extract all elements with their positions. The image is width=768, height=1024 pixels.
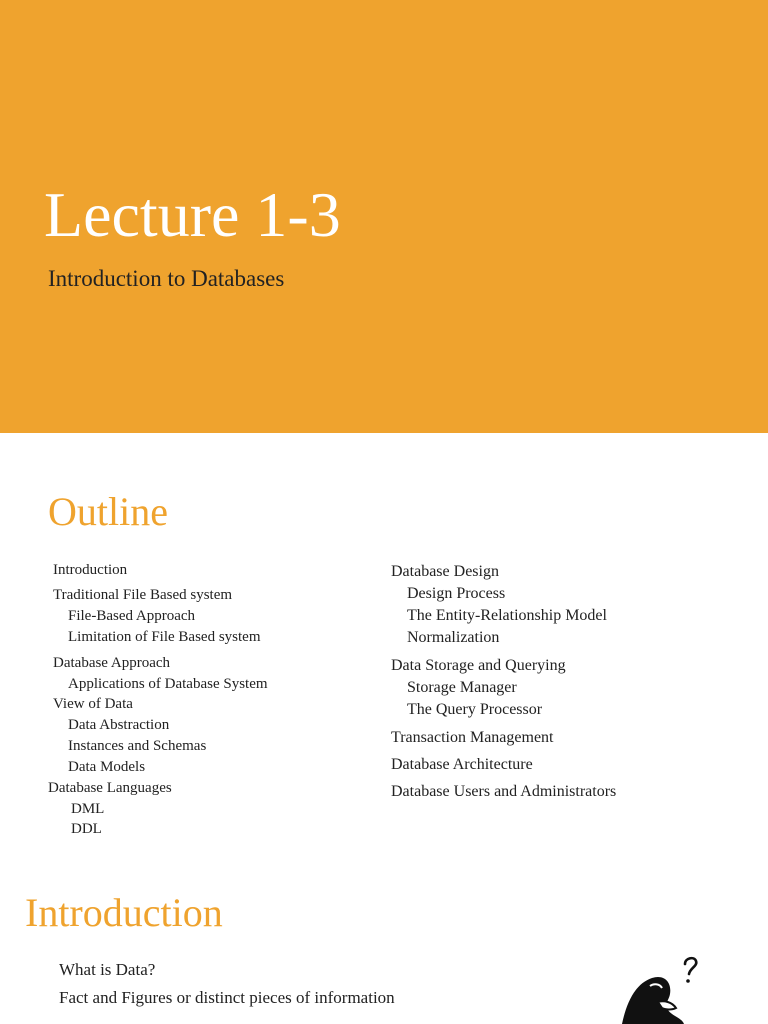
outline-item: Data Storage and Querying	[391, 657, 566, 674]
outline-item: Traditional File Based system	[53, 587, 233, 603]
outline-subitem: Instances and Schemas	[68, 738, 207, 754]
outline-item: Database Architecture	[391, 756, 533, 773]
outline-item: Database Design	[391, 563, 499, 580]
outline-subitem: The Query Processor	[407, 701, 543, 718]
intro-question: What is Data?	[59, 960, 156, 979]
introduction-heading: Introduction	[25, 890, 223, 935]
outline-subitem: Data Models	[68, 759, 146, 775]
thinking-figure-icon	[612, 950, 722, 1024]
title-slide	[0, 0, 768, 433]
lecture-subtitle: Introduction to Databases	[48, 266, 285, 291]
outline-item: Introduction	[53, 562, 128, 578]
outline-subitem: Normalization	[407, 629, 500, 646]
outline-subitem: DML	[71, 801, 105, 817]
lecture-title: Lecture 1-3	[44, 179, 341, 250]
outline-item: View of Data	[53, 696, 133, 712]
intro-definition: Fact and Figures or distinct pieces of information	[59, 988, 395, 1007]
outline-heading: Outline	[48, 489, 168, 534]
outline-subitem: The Entity-Relationship Model	[407, 607, 607, 624]
outline-subitem: Design Process	[407, 585, 506, 602]
outline-item: Database Languages	[48, 780, 172, 796]
outline-subitem: Data Abstraction	[68, 717, 170, 733]
outline-subitem: DDL	[71, 821, 102, 837]
outline-subitem: Applications of Database System	[68, 676, 268, 692]
outline-subitem: File-Based Approach	[68, 608, 196, 624]
outline-subitem: Limitation of File Based system	[68, 629, 261, 645]
outline-item: Database Users and Administrators	[391, 783, 617, 800]
outline-item: Transaction Management	[391, 729, 554, 746]
outline-subitem: Storage Manager	[407, 679, 517, 696]
outline-item: Database Approach	[53, 655, 171, 671]
